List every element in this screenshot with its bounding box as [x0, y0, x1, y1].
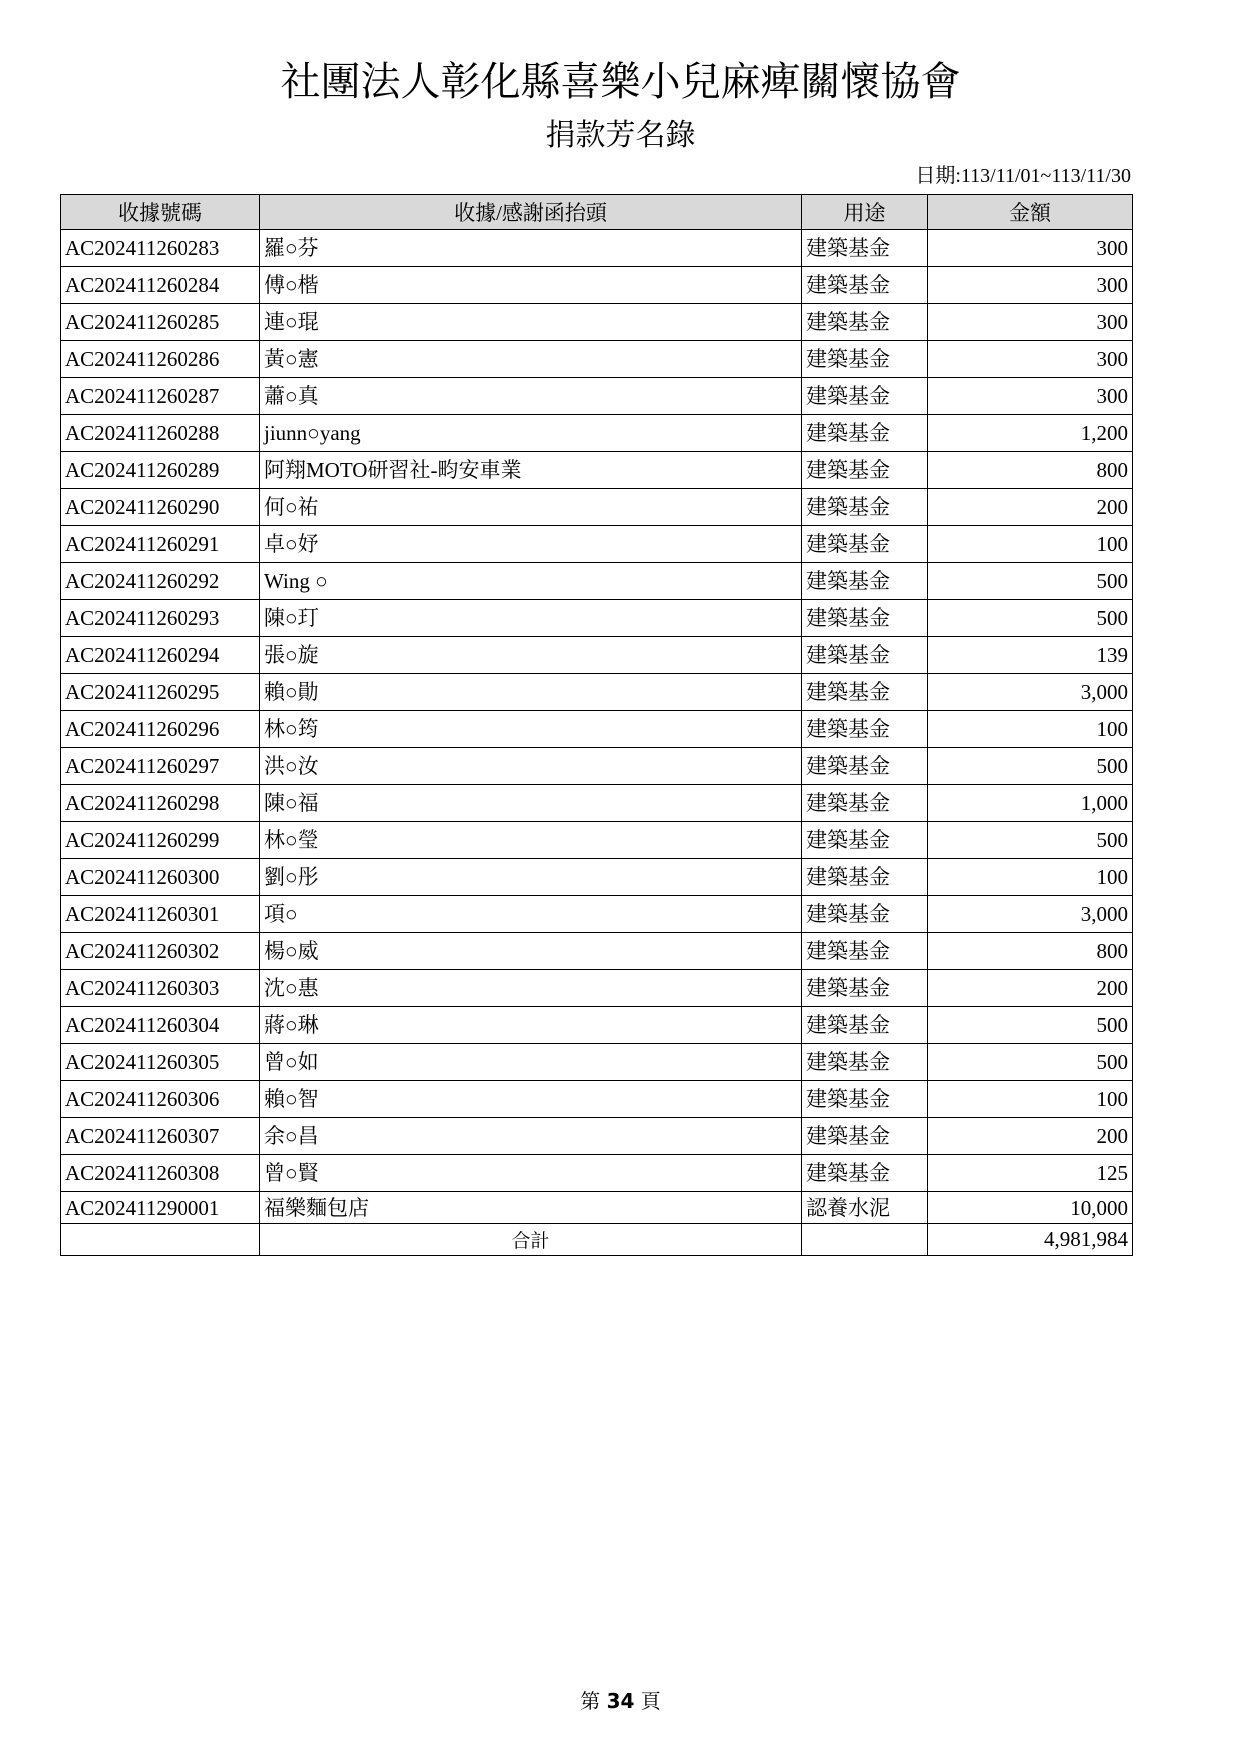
purpose-cell: 建築基金	[802, 267, 928, 304]
name-cell: 卓○妤	[260, 526, 802, 563]
amount-cell: 500	[928, 822, 1133, 859]
total-label: 合計	[260, 1224, 802, 1256]
column-header-amount: 金額	[928, 195, 1133, 230]
purpose-cell: 建築基金	[802, 563, 928, 600]
amount-cell: 100	[928, 526, 1133, 563]
receipt-cell: AC202411260305	[61, 1044, 260, 1081]
table-row	[61, 748, 1133, 785]
amount-cell: 500	[928, 1044, 1133, 1081]
total-row	[61, 1224, 1133, 1256]
receipt-cell: AC202411260284	[61, 267, 260, 304]
receipt-cell: AC202411260307	[61, 1118, 260, 1155]
table-row	[61, 1007, 1133, 1044]
purpose-cell: 建築基金	[802, 859, 928, 896]
receipt-cell: AC202411260300	[61, 859, 260, 896]
table-row	[61, 230, 1133, 267]
amount-cell: 500	[928, 1007, 1133, 1044]
purpose-cell: 建築基金	[802, 452, 928, 489]
receipt-cell: AC202411260287	[61, 378, 260, 415]
donation-table	[60, 194, 1133, 1256]
receipt-cell: AC202411260288	[61, 415, 260, 452]
purpose-cell: 建築基金	[802, 341, 928, 378]
table-row	[61, 859, 1133, 896]
amount-cell: 3,000	[928, 674, 1133, 711]
page-number: 34	[606, 1689, 635, 1713]
amount-cell: 300	[928, 267, 1133, 304]
table-row	[61, 452, 1133, 489]
table-row	[61, 378, 1133, 415]
name-cell: 項○	[260, 896, 802, 933]
table-row	[61, 785, 1133, 822]
name-cell: 羅○芬	[260, 230, 802, 267]
table-row	[61, 1192, 1133, 1224]
table-row	[61, 304, 1133, 341]
table-row	[61, 563, 1133, 600]
amount-cell: 100	[928, 711, 1133, 748]
total-empty-cell	[61, 1224, 260, 1256]
name-cell: 黃○憲	[260, 341, 802, 378]
purpose-cell: 建築基金	[802, 1155, 928, 1192]
table-row	[61, 1155, 1133, 1192]
table-row	[61, 822, 1133, 859]
purpose-cell: 建築基金	[802, 970, 928, 1007]
purpose-cell: 建築基金	[802, 1081, 928, 1118]
amount-cell: 200	[928, 970, 1133, 1007]
purpose-cell: 建築基金	[802, 304, 928, 341]
amount-cell: 300	[928, 341, 1133, 378]
table-row	[61, 933, 1133, 970]
name-cell: 曾○如	[260, 1044, 802, 1081]
table-body	[61, 230, 1133, 1224]
page-footer	[0, 1685, 1241, 1714]
name-cell: 劉○彤	[260, 859, 802, 896]
table-row	[61, 711, 1133, 748]
name-cell: 楊○威	[260, 933, 802, 970]
amount-cell: 100	[928, 1081, 1133, 1118]
receipt-cell: AC202411260290	[61, 489, 260, 526]
column-header-name: 收據/感謝函抬頭	[260, 195, 802, 230]
receipt-cell: AC202411260306	[61, 1081, 260, 1118]
table-row	[61, 526, 1133, 563]
name-cell: 福樂麵包店	[260, 1192, 802, 1224]
page-suffix: 頁	[640, 1689, 661, 1713]
table-row	[61, 415, 1133, 452]
total-empty-cell	[802, 1224, 928, 1256]
name-cell: 賴○智	[260, 1081, 802, 1118]
purpose-cell: 建築基金	[802, 1118, 928, 1155]
receipt-cell: AC202411260295	[61, 674, 260, 711]
purpose-cell: 建築基金	[802, 674, 928, 711]
name-cell: 林○瑩	[260, 822, 802, 859]
amount-cell: 100	[928, 859, 1133, 896]
purpose-cell: 建築基金	[802, 230, 928, 267]
amount-cell: 300	[928, 378, 1133, 415]
amount-cell: 3,000	[928, 896, 1133, 933]
purpose-cell: 建築基金	[802, 785, 928, 822]
receipt-cell: AC202411260296	[61, 711, 260, 748]
name-cell: 阿翔MOTO研習社-畇安車業	[260, 452, 802, 489]
table-row	[61, 341, 1133, 378]
amount-cell: 300	[928, 304, 1133, 341]
total-amount: 4,981,984	[928, 1224, 1133, 1256]
receipt-cell: AC202411260304	[61, 1007, 260, 1044]
table-row	[61, 1044, 1133, 1081]
receipt-cell: AC202411260283	[61, 230, 260, 267]
receipt-cell: AC202411260294	[61, 637, 260, 674]
column-header-purpose: 用途	[802, 195, 928, 230]
table-row	[61, 637, 1133, 674]
name-cell: 陳○福	[260, 785, 802, 822]
receipt-cell: AC202411260286	[61, 341, 260, 378]
receipt-cell: AC202411260302	[61, 933, 260, 970]
amount-cell: 139	[928, 637, 1133, 674]
purpose-cell: 建築基金	[802, 896, 928, 933]
purpose-cell: 建築基金	[802, 489, 928, 526]
column-header-receipt: 收據號碼	[61, 195, 260, 230]
amount-cell: 200	[928, 1118, 1133, 1155]
date-range: 日期:113/11/01~113/11/30	[915, 165, 1131, 187]
amount-cell: 800	[928, 933, 1133, 970]
name-cell: 洪○汝	[260, 748, 802, 785]
receipt-cell: AC202411260292	[61, 563, 260, 600]
amount-cell: 125	[928, 1155, 1133, 1192]
name-cell: 傅○楷	[260, 267, 802, 304]
purpose-cell: 建築基金	[802, 748, 928, 785]
purpose-cell: 建築基金	[802, 600, 928, 637]
name-cell: 賴○勛	[260, 674, 802, 711]
amount-cell: 300	[928, 230, 1133, 267]
amount-cell: 800	[928, 452, 1133, 489]
receipt-cell: AC202411260299	[61, 822, 260, 859]
receipt-cell: AC202411260291	[61, 526, 260, 563]
receipt-cell: AC202411260297	[61, 748, 260, 785]
amount-cell: 500	[928, 748, 1133, 785]
name-cell: jiunn○yang	[260, 415, 802, 452]
amount-cell: 500	[928, 563, 1133, 600]
receipt-cell: AC202411260298	[61, 785, 260, 822]
name-cell: 林○筠	[260, 711, 802, 748]
page-title: 社團法人彰化縣喜樂小兒麻痺關懷協會	[280, 59, 961, 105]
purpose-cell: 建築基金	[802, 1007, 928, 1044]
page-prefix: 第	[580, 1689, 601, 1713]
amount-cell: 200	[928, 489, 1133, 526]
name-cell: Wing ○	[260, 563, 802, 600]
name-cell: 陳○玎	[260, 600, 802, 637]
table-row	[61, 600, 1133, 637]
name-cell: 蔣○琳	[260, 1007, 802, 1044]
table-row	[61, 267, 1133, 304]
name-cell: 沈○惠	[260, 970, 802, 1007]
name-cell: 蕭○真	[260, 378, 802, 415]
receipt-cell: AC202411260293	[61, 600, 260, 637]
purpose-cell: 認養水泥	[802, 1192, 928, 1224]
purpose-cell: 建築基金	[802, 933, 928, 970]
receipt-cell: AC202411260303	[61, 970, 260, 1007]
name-cell: 余○昌	[260, 1118, 802, 1155]
table-header-row	[61, 195, 1133, 230]
purpose-cell: 建築基金	[802, 1044, 928, 1081]
table-row	[61, 674, 1133, 711]
page-subtitle: 捐款芳名錄	[545, 118, 696, 153]
purpose-cell: 建築基金	[802, 637, 928, 674]
table-row	[61, 1081, 1133, 1118]
name-cell: 張○旋	[260, 637, 802, 674]
receipt-cell: AC202411260285	[61, 304, 260, 341]
table-row	[61, 896, 1133, 933]
name-cell: 連○琨	[260, 304, 802, 341]
amount-cell: 10,000	[928, 1192, 1133, 1224]
purpose-cell: 建築基金	[802, 415, 928, 452]
purpose-cell: 建築基金	[802, 378, 928, 415]
table-row	[61, 1118, 1133, 1155]
name-cell: 何○祐	[260, 489, 802, 526]
amount-cell: 1,200	[928, 415, 1133, 452]
amount-cell: 1,000	[928, 785, 1133, 822]
table-row	[61, 489, 1133, 526]
receipt-cell: AC202411260289	[61, 452, 260, 489]
purpose-cell: 建築基金	[802, 526, 928, 563]
receipt-cell: AC202411260301	[61, 896, 260, 933]
purpose-cell: 建築基金	[802, 711, 928, 748]
table-row	[61, 970, 1133, 1007]
receipt-cell: AC202411290001	[61, 1192, 260, 1224]
amount-cell: 500	[928, 600, 1133, 637]
purpose-cell: 建築基金	[802, 822, 928, 859]
receipt-cell: AC202411260308	[61, 1155, 260, 1192]
name-cell: 曾○賢	[260, 1155, 802, 1192]
